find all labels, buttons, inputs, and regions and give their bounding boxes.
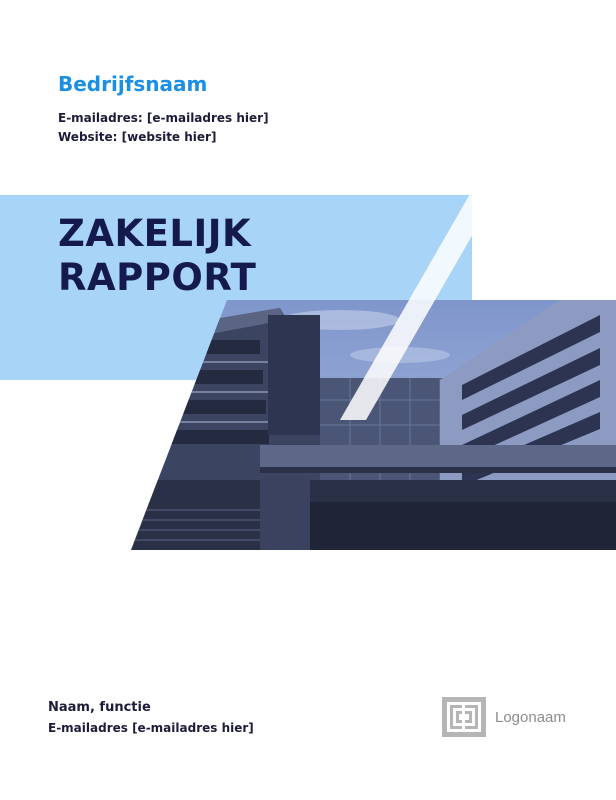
logo-name: Logonaam — [495, 708, 566, 726]
author-name-function: Naam, functie — [48, 700, 151, 715]
report-title — [58, 212, 256, 300]
company-name: Bedrijfsnaam — [58, 72, 208, 96]
company-website: Website: [website hier] — [58, 130, 217, 144]
maze-square-icon — [442, 697, 486, 737]
report-title-line-1: ZAKELIJK — [58, 212, 252, 255]
report-title-line-2: RAPPORT — [58, 256, 257, 299]
logo — [442, 697, 566, 737]
author-email: E-mailadres [e-mailadres hier] — [48, 721, 254, 735]
company-email: E-mailadres: [e-mailadres hier] — [58, 111, 269, 125]
